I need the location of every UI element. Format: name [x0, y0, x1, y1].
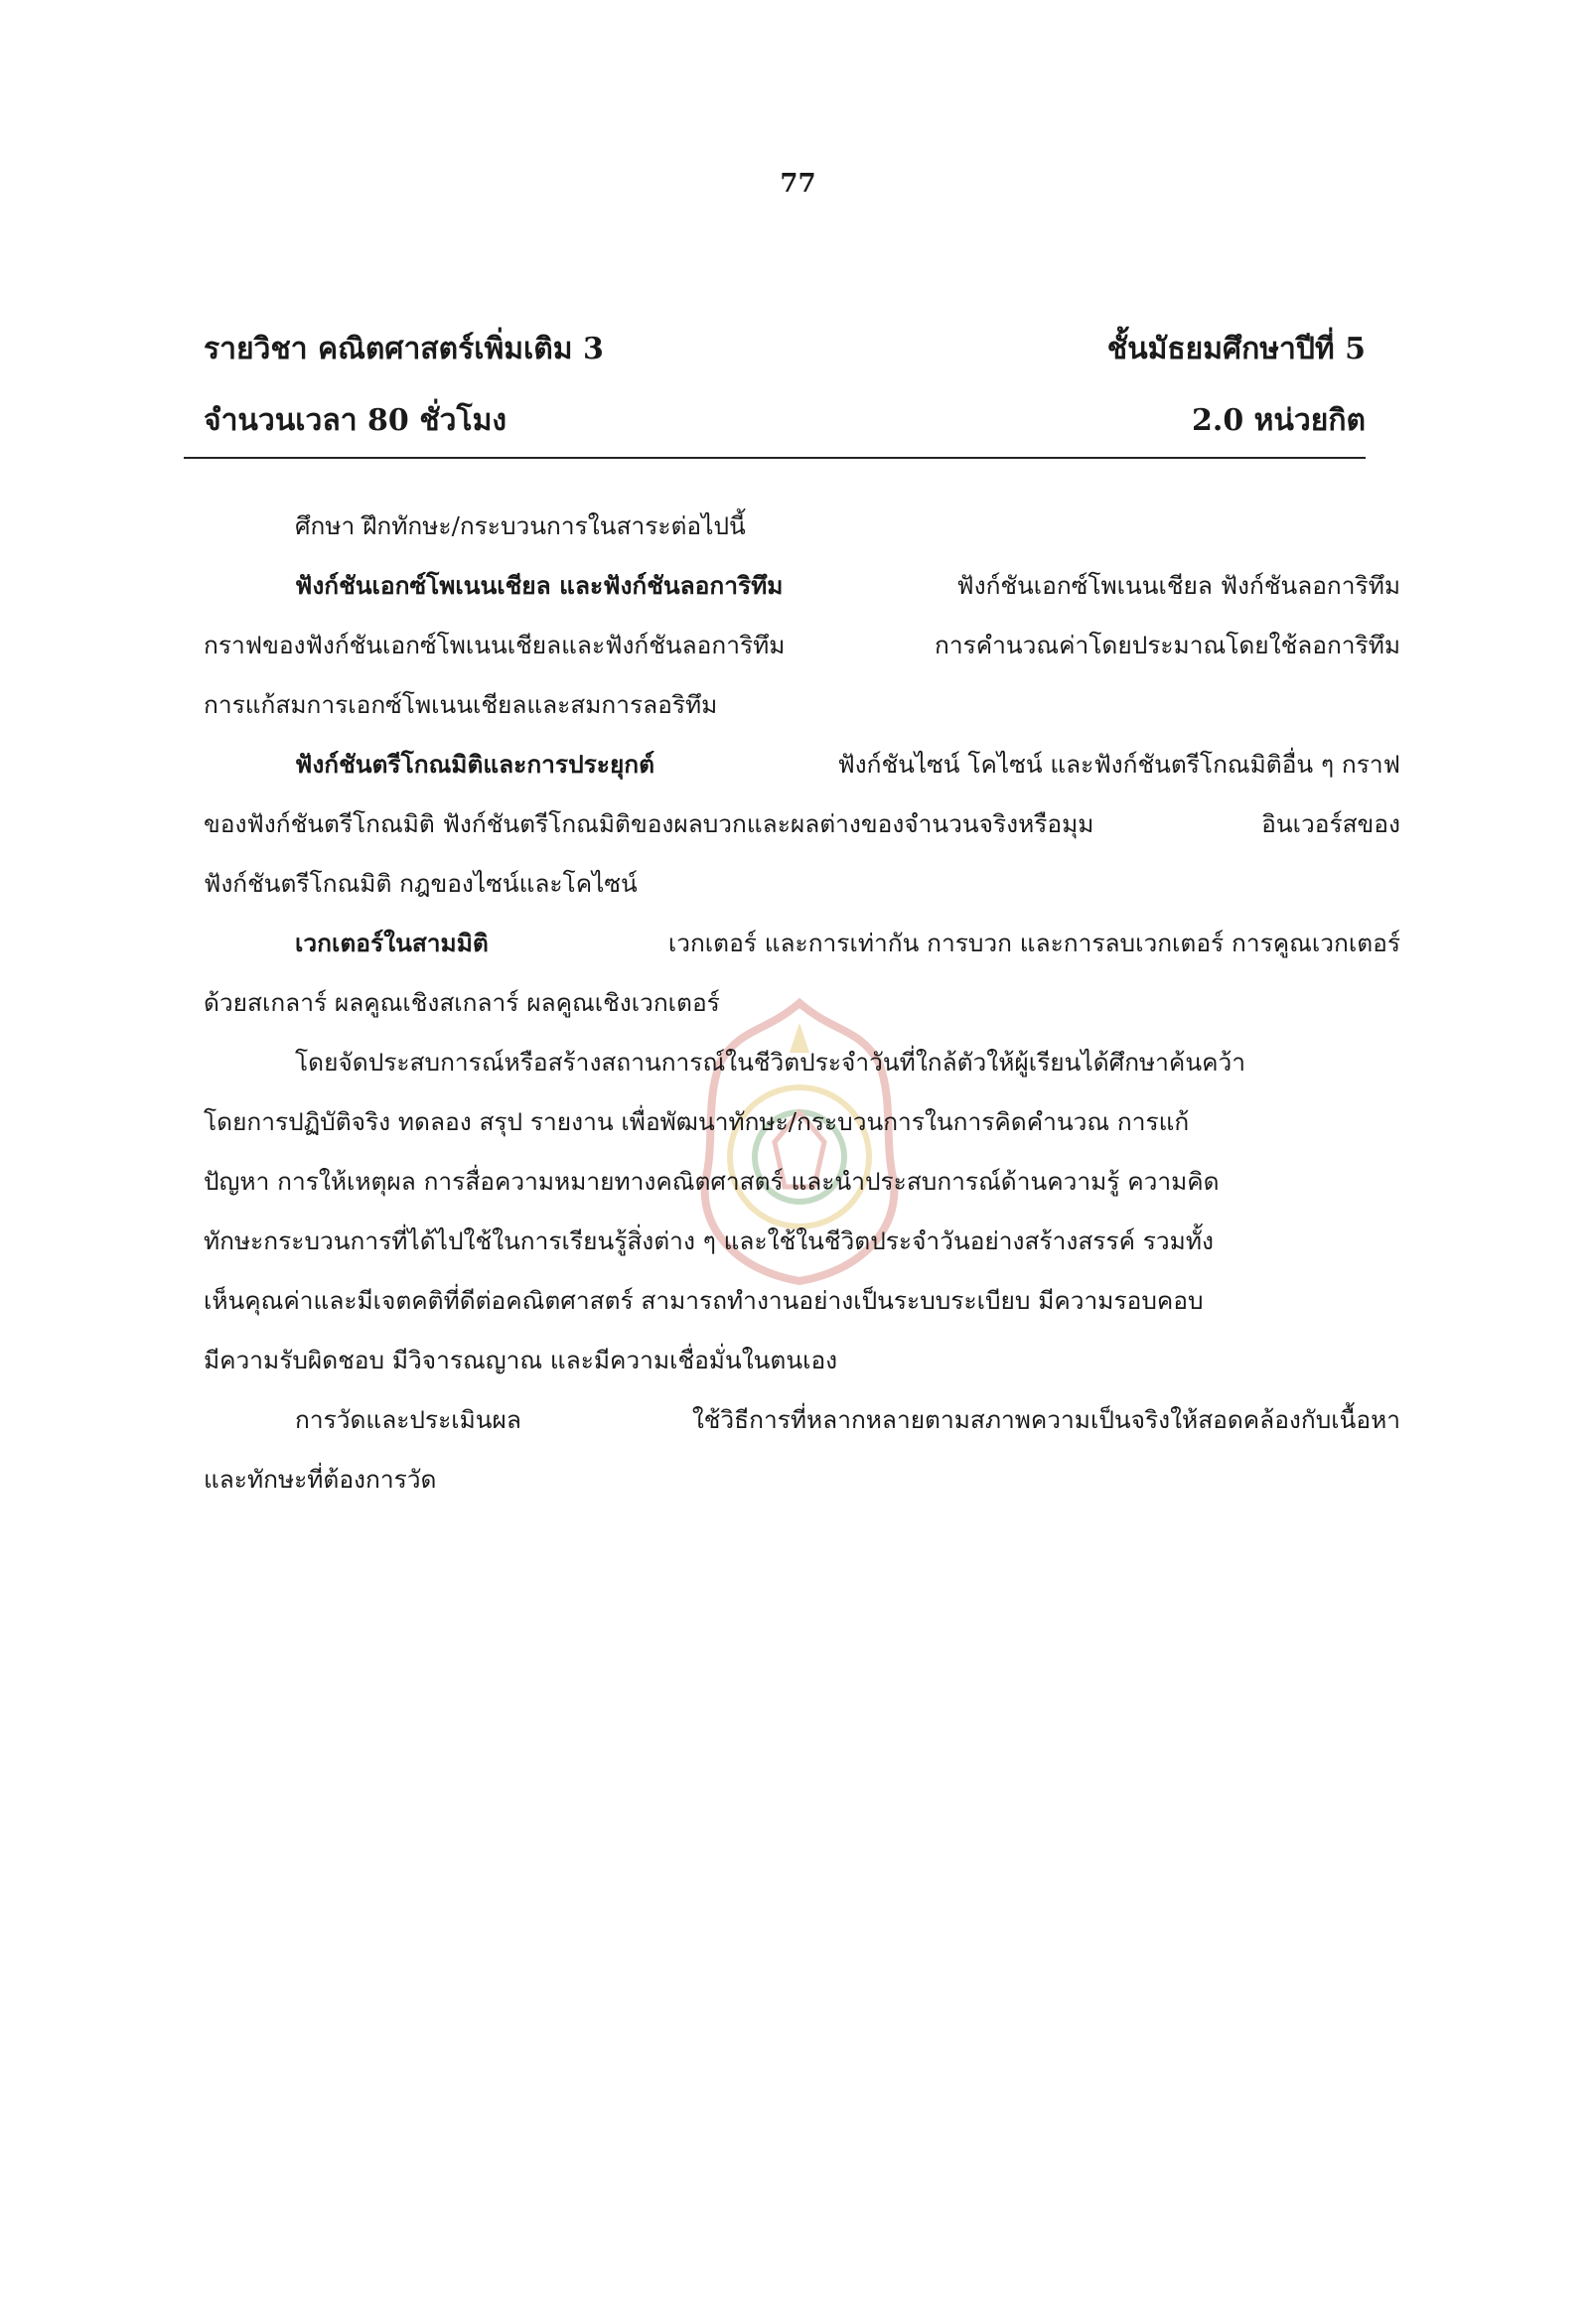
course-hours: จำนวนเวลา 80 ชั่วโมง [204, 403, 507, 438]
section3-title: เวกเตอร์ในสามมิติ [295, 929, 489, 957]
para5-text-1b: ใช้วิธีการที่หลากหลายตามสภาพความเป็นจริงให้สอดคล้องกับเนื้อหา [691, 1405, 1400, 1434]
grade-level: ชั้นมัธยมศึกษาปีที่ 5 [1106, 332, 1366, 366]
para4-line4 [204, 1212, 1400, 1271]
para4-line6 [204, 1331, 1400, 1390]
para4-text-3: ปัญหา การให้เหตุผล การสื่อความหมายทางคณิตศาสตร์ และนำประสบการณ์ด้านความรู้ ความคิด [204, 1167, 1220, 1196]
para5-line2 [204, 1450, 1400, 1510]
header-row-hours [204, 397, 1366, 461]
section1-title: ฟังก์ชันเอกซ์โพเนนเชียล และฟังก์ชันลอการิทึม [295, 571, 784, 600]
section1-line1 [204, 556, 1400, 616]
section2-title: ฟังก์ชันตรีโกณมิติและการประยุกต์ [295, 750, 655, 779]
page-number: 77 [780, 169, 816, 199]
section2-line1 [204, 735, 1400, 794]
course-title: รายวิชา คณิตศาสตร์เพิ่มเติม 3 [204, 332, 604, 366]
course-credits: 2.0 หน่วยกิต [1192, 403, 1366, 438]
section1-text-1: ฟังก์ชันเอกซ์โพเนนเชียล ฟังก์ชันลอการิทึม [956, 571, 1400, 600]
para4-line2 [204, 1092, 1400, 1152]
section2-text-2a: ของฟังก์ชันตรีโกณมิติ ฟังก์ชันตรีโกณมิติของผลบวกและผลต่างของจำนวนจริงหรือมุม [204, 809, 1094, 838]
section2-text-3: ฟังก์ชันตรีโกณมิติ กฎของไซน์และโคไซน์ [204, 869, 638, 898]
section1-line2 [204, 616, 1400, 675]
para4-text-2: โดยการปฏิบัติจริง ทดลอง สรุป รายงาน เพื่อพัฒนาทักษะ/กระบวนการในการคิดคำนวณ การแก้ [204, 1107, 1190, 1136]
para4-line3 [204, 1152, 1400, 1212]
section2-line2 [204, 794, 1400, 854]
section1-text-2a: กราฟของฟังก์ชันเอกซ์โพเนนเชียลและฟังก์ชันลอการิทึม [204, 631, 786, 659]
header-row-course [204, 326, 1366, 389]
para5-line1 [204, 1390, 1400, 1450]
section3-text-1: เวกเตอร์ และการเท่ากัน การบวก และการลบเวกเตอร์ การคูณเวกเตอร์ [667, 929, 1400, 957]
header-divider [184, 457, 1366, 459]
section1-text-2b: การคำนวณค่าโดยประมาณโดยใช้ลอการิทึม [934, 631, 1400, 659]
para4-line5 [204, 1271, 1400, 1331]
section2-text-1: ฟังก์ชันไซน์ โคไซน์ และฟังก์ชันตรีโกณมิติอื่น ๆ กราฟ [837, 750, 1400, 779]
para4-text-6: มีความรับผิดชอบ มีวิจารณญาณ และมีความเชื่อมั่นในตนเอง [204, 1346, 838, 1374]
para5-text-1a: การวัดและประเมินผล [295, 1405, 521, 1434]
section3-text-2: ด้วยสเกลาร์ ผลคูณเชิงสเกลาร์ ผลคูณเชิงเวกเตอร์ [204, 988, 720, 1017]
para4-text-5: เห็นคุณค่าและมีเจตคติที่ดีต่อคณิตศาสตร์ สามารถทำงานอย่างเป็นระบบระเบียบ มีความรอบคอบ [204, 1286, 1204, 1315]
section3-line2 [204, 973, 1400, 1033]
section2-text-2b: อินเวอร์สของ [1261, 809, 1400, 838]
section1-text-3: การแก้สมการเอกซ์โพเนนเชียลและสมการลอริทึม [204, 690, 718, 719]
para4-line1 [204, 1033, 1400, 1092]
para4-text-4: ทักษะกระบวนการที่ได้ไปใช้ในการเรียนรู้สิ่งต่าง ๆ และใช้ในชีวิตประจำวันอย่างสร้างสรรค์ รวมทั้ง [204, 1226, 1214, 1255]
para4-text-1: โดยจัดประสบการณ์หรือสร้างสถานการณ์ในชีวิตประจำวันที่ใกล้ตัวให้ผู้เรียนได้ศึกษาค้นคว้า [295, 1048, 1245, 1077]
section1-line3 [204, 675, 1400, 735]
section2-line3 [204, 854, 1400, 914]
document-body [204, 497, 1400, 1510]
section3-line1 [204, 914, 1400, 973]
intro-line [204, 497, 1400, 556]
intro-text: ศึกษา ฝึกทักษะ/กระบวนการในสาระต่อไปนี้ [295, 511, 746, 540]
para5-text-2: และทักษะที่ต้องการวัด [204, 1465, 437, 1494]
